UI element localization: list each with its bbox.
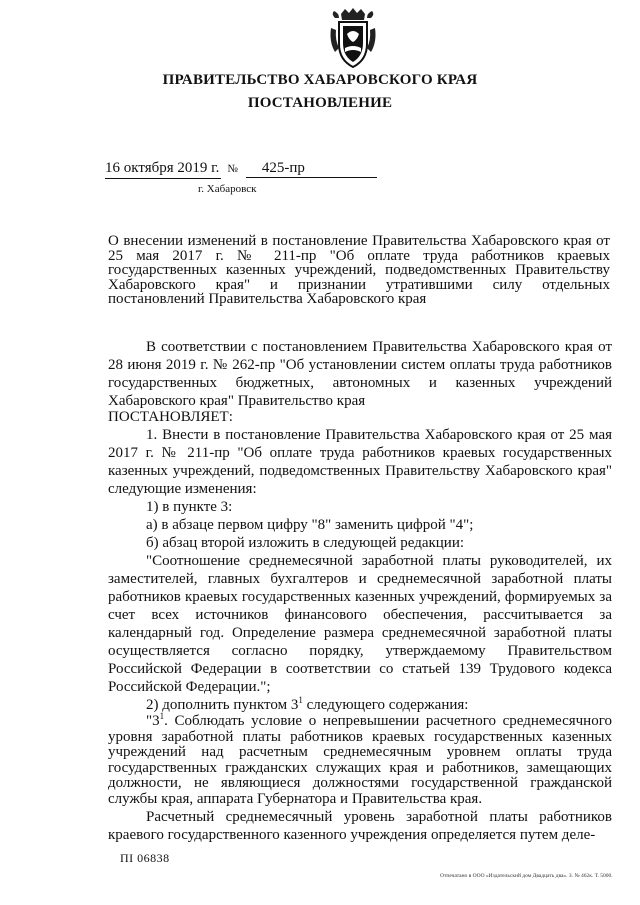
document-date: 16 октября 2019 г. xyxy=(105,160,221,179)
resolves-heading: ПОСТАНОВЛЯЕТ: xyxy=(108,409,233,425)
item-1-2 xyxy=(108,696,612,714)
document-code: ПІ 06838 xyxy=(120,851,170,865)
quote-paragraph-1: "Соотношение среднемесячной заработной платы руководителей, их заместителей, главных бухгалтеров и среднемесячной заработной платы работников краевых государственных казенных учреждений, формируемых за счет всех источников финансового обеспечения, рассчитывается за календарный год. Определение размера среднемесячной заработной платы осуществляется согласно порядку, утверждаемому Правительством Российской Федерации в соответствии со статьей 139 Трудового кодекса Российской Федерации."; xyxy=(108,553,612,695)
quote-paragraph-2 xyxy=(108,711,612,808)
city-label: г. Хабаровск xyxy=(198,183,257,195)
coat-of-arms-icon xyxy=(325,8,381,70)
title-text: О внесении изменений в постановление Правительства Хабаровского края от 25 мая 2017 г. № 211-пр "Об оплате труда работников краевых государственных казенных учреждений, подведомственных Правительству Хабаровского края" и признании утратившими силу отдельных постановлений Правительства Хабаровского края xyxy=(108,233,610,308)
quote-2-text: . Соблюдать условие о непревышении расчетного среднемесячного уровня заработной платы работников краевых государственных казенных учреждений над расчетным среднемесячным уровнем оплаты труда государственных гражданских служащих края и работников, замещающих должности, не являющиеся должностями государственной гражданской службы края, аппарата Губернатора и Правительства края. xyxy=(108,713,612,807)
quote-2-superscript: 1 xyxy=(159,711,165,721)
resolution-body xyxy=(108,408,612,844)
preamble-block xyxy=(108,338,612,410)
item-1-1: 1) в пункте 3: xyxy=(146,499,233,515)
printer-note: Отпечатано в ООО «Издательский дом Двадцать два». З. № 462к. Т. 5000. xyxy=(440,873,613,879)
organization-name: ПРАВИТЕЛЬСТВО ХАБАРОВСКОГО КРАЯ xyxy=(162,72,478,88)
preamble-paragraph: В соответствии с постановлением Правительства Хабаровского края от 28 июня 2019 г. № 262-пр "Об установлении систем оплаты труда работников государственных бюджетных, автономных и казенных учреждений Хабаровского края" Правительство края xyxy=(108,339,612,409)
quote-2-start: "3 xyxy=(146,713,160,729)
date-number-line xyxy=(105,160,377,179)
item-1: 1. Внести в постановление Правительства Хабаровского края от 25 мая 2017 г. № 211-пр "Об оплате труда работников краевых государственных казенных учреждений, подведомственных Правительству Хабаровского края" следующие изменения: xyxy=(108,427,612,497)
last-paragraph: Расчетный среднемесячный уровень заработной платы работников краевого государственного казенного учреждения определяется путем деле- xyxy=(108,808,612,843)
document-title xyxy=(108,234,610,307)
item-1-2-text: 2) дополнить пунктом 3 xyxy=(146,697,299,713)
document-type: ПОСТАНОВЛЕНИЕ xyxy=(247,95,393,111)
item-1-2-tail: следующего содержания: xyxy=(302,697,469,713)
number-label: № xyxy=(227,163,238,175)
item-1-1-a: а) в абзаце первом цифру "8" заменить цифрой "4"; xyxy=(146,517,474,533)
item-1-1-b: б) абзац второй изложить в следующей редакции: xyxy=(146,535,465,551)
item-1-2-superscript: 1 xyxy=(298,695,303,705)
document-number: 425-пр xyxy=(246,160,377,178)
